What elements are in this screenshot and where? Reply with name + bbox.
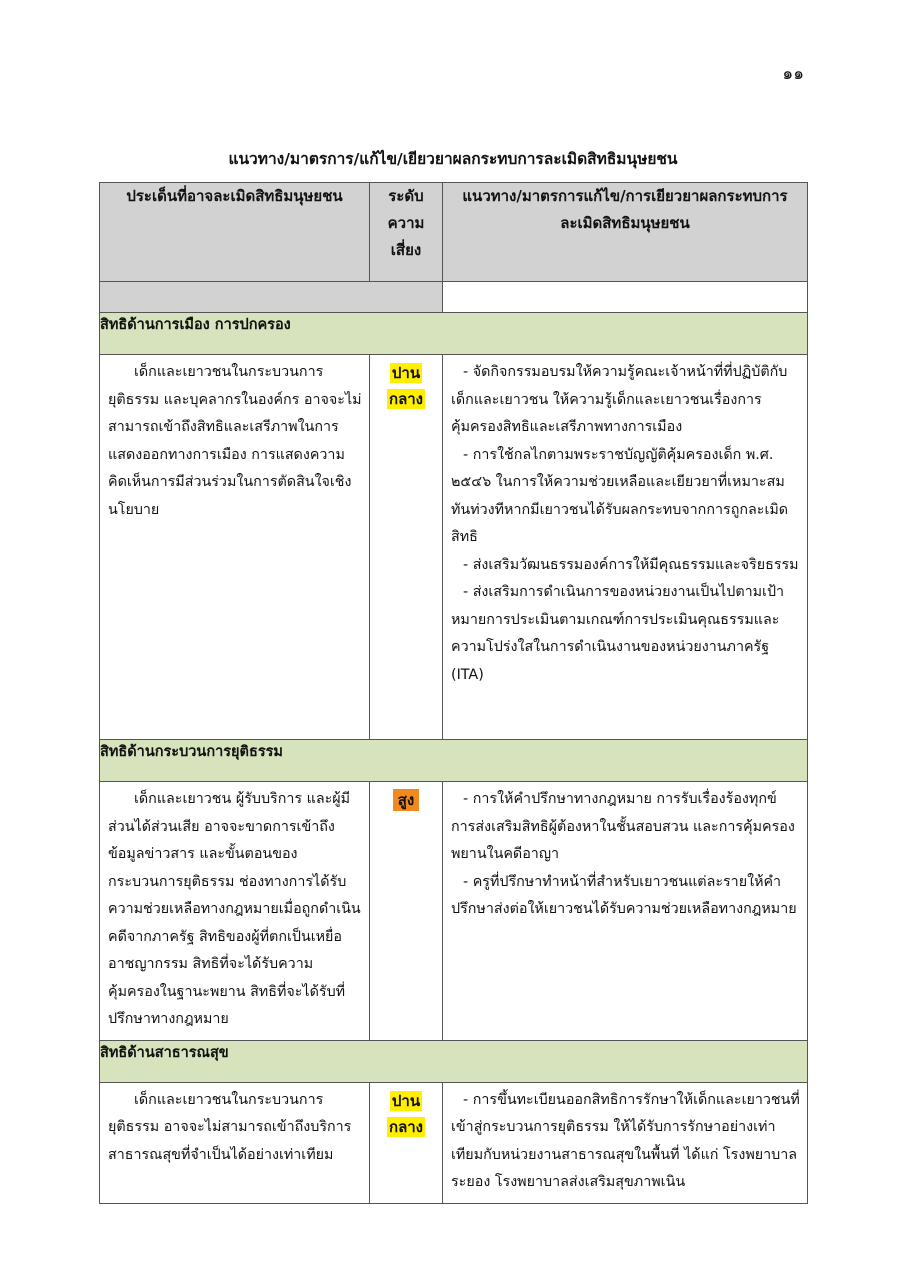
section-heading-row: [100, 1040, 808, 1082]
issue-text: เด็กและเยาวชนในกระบวนการยุติธรรม และบุคลากรในองค์กร อาจจะไม่สามารถเข้าถึงสิทธิและเสรีภาพในการแสดงออกทางการเมือง การแสดงความคิดเห็นการมีส่วนร่วมในการตัดสินใจเชิงนโยบาย: [108, 364, 362, 518]
blank-cell: [443, 282, 808, 313]
table-header-row: [100, 183, 808, 282]
measure-item: - การขึ้นทะเบียนออกสิทธิการรักษาให้เด็กและเยาวชนที่เข้าสู่กระบวนการยุติธรรม ให้ได้รับการรักษาอย่างเท่าเทียมกับหน่วยงานสาธารณสุขในพื้นที่ ได้แก่ โรงพยาบาลระยอง โรงพยาบาลส่งเสริมสุขภาพเนิน: [451, 1091, 800, 1190]
risk-badge: สูง: [393, 789, 419, 811]
page-number: ๑๑: [782, 64, 804, 84]
blank-row: [100, 282, 808, 313]
blank-cell: [100, 282, 443, 313]
risk-cell: [370, 1082, 443, 1203]
page-title: แนวทาง/มาตรการ/แก้ไข/เยียวยาผลกระทบการละเมิดสิทธิมนุษยชน: [228, 150, 678, 168]
risk-cell: [370, 355, 443, 740]
section-title: สิทธิด้านกระบวนการยุติธรรม: [100, 740, 808, 782]
header-measure-line2: ละเมิดสิทธิมนุษยชน: [560, 214, 690, 232]
measure-cell: [443, 782, 808, 1041]
header-risk-line2: ความ: [387, 214, 425, 232]
human-rights-table: [99, 182, 808, 1204]
section-heading-row: [100, 740, 808, 782]
measure-item: - ครูที่ปรึกษาทำหน้าที่สำหรับเยาวชนแต่ละรายให้คำปรึกษาส่งต่อให้เยาวชนได้รับความช่วยเหลือทางกฎหมาย: [451, 873, 797, 917]
section-title: สิทธิด้านสาธารณสุข: [100, 1040, 808, 1082]
section-heading-row: [100, 313, 808, 355]
measure-item: - ส่งเสริมการดำเนินการของหน่วยงานเป็นไปตามเป้าหมายการประเมินตามเกณฑ์การประเมินคุณธรรมและความโปร่งใสในการดำเนินงานของหน่วยงานภาครัฐ (ITA): [451, 584, 785, 683]
issue-cell: [100, 782, 370, 1041]
header-risk-line1: ระดับ: [388, 187, 424, 205]
risk-badge: ปาน: [391, 1091, 421, 1110]
measure-item: - การให้คำปรึกษาทางกฎหมาย การรับเรื่องร้องทุกข์ การส่งเสริมสิทธิผู้ต้องหาในชั้นสอบสวน และการคุ้มครองพยานในคดีอาญา: [451, 791, 795, 862]
issue-text: เด็กและเยาวชน ผู้รับบริการ และผู้มีส่วนได้ส่วนเสีย อาจจะขาดการเข้าถึงข้อมูลข่าวสาร และขั้นตอนของกระบวนการยุติธรรม ช่องทางการได้รับความช่วยเหลือทางกฎหมายเมื่อถูกดำเนินคดีจากภาครัฐ สิทธิของผู้ที่ตกเป็นเหยื่ออาชญากรรม สิทธิที่จะได้รับความคุ้มครองในฐานะพยาน สิทธิที่จะได้รับที่ปรึกษาทางกฎหมาย: [108, 791, 361, 1027]
header-risk-line3: เสี่ยง: [390, 241, 422, 259]
header-measure: [443, 183, 808, 282]
header-measure-line1: แนวทาง/มาตรการแก้ไข/การเยียวยาผลกระทบการ: [462, 187, 788, 205]
issue-text: เด็กและเยาวชนในกระบวนการยุติธรรม อาจจะไม่สามารถเข้าถึงบริการสาธารณสุขที่จำเป็นได้อย่างเท่าเทียม: [108, 1091, 352, 1163]
measure-cell: [443, 1082, 808, 1203]
issue-cell: [100, 1082, 370, 1203]
risk-badge: ปาน: [391, 364, 421, 382]
table-row: [100, 782, 808, 1041]
table-row: [100, 355, 808, 740]
measure-item: - จัดกิจกรรมอบรมให้ความรู้คณะเจ้าหน้าที่ที่ปฏิบัติกับเด็กและเยาวชน ให้ความรู้เด็กและเยาวชนเรื่องการคุ้มครองสิทธิและเสรีภาพทางการเมือง: [451, 364, 788, 435]
issue-cell: [100, 355, 370, 740]
measure-item: - ส่งเสริมวัฒนธรรมองค์การให้มีคุณธรรมและจริยธรรม: [463, 556, 799, 573]
section-title: สิทธิด้านการเมือง การปกครอง: [100, 313, 808, 355]
measure-item: - การใช้กลไกตามพระราชบัญญัติคุ้มครองเด็ก พ.ศ. ๒๕๔๖ ในการให้ความช่วยเหลือและเยียวยาที่เหมาะสมทันท่วงทีหากมีเยาวชนได้รับผลกระทบจากการถูกละเมิดสิทธิ: [451, 446, 789, 545]
measure-cell: [443, 355, 808, 740]
risk-badge: กลาง: [388, 1117, 424, 1136]
risk-cell: [370, 782, 443, 1041]
header-issue: ประเด็นที่อาจละเมิดสิทธิมนุษยชน: [100, 183, 370, 282]
table-row: [100, 1082, 808, 1203]
header-risk: [370, 183, 443, 282]
risk-badge: กลาง: [388, 390, 424, 408]
